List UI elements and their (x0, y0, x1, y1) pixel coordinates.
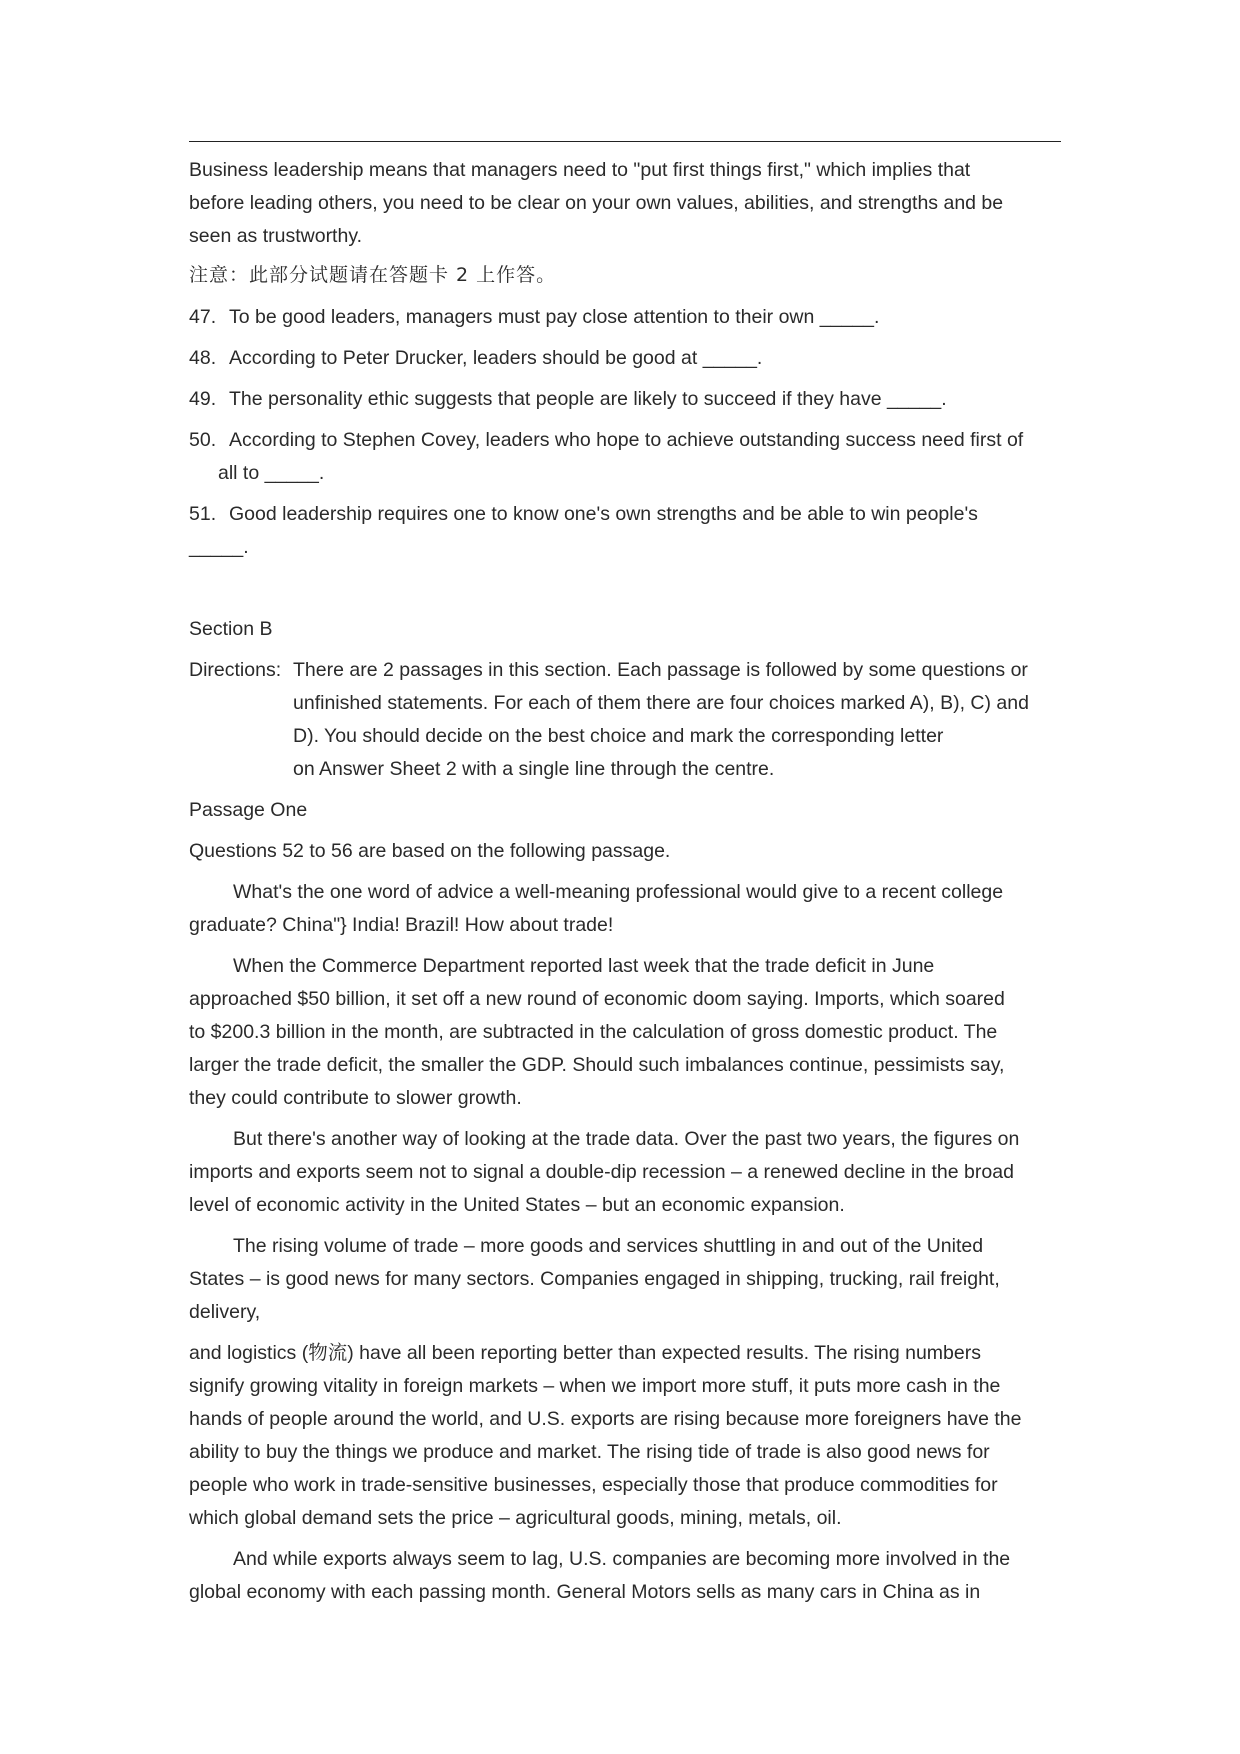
passage-line: approached $50 billion, it set off a new round of economic doom saying. Imports, which soared (189, 988, 1005, 1010)
passage-line: The rising volume of trade – more goods and services shuttling in and out of the United (233, 1235, 984, 1257)
passage-line: ability to buy the things we produce and market. The rising tide of trade is also good news for (189, 1441, 990, 1463)
question-number: 51. (189, 503, 217, 525)
question-number: 49. (189, 388, 217, 410)
passage-line: delivery, (189, 1301, 261, 1323)
question-text: According to Stephen Covey, leaders who hope to achieve outstanding success need first of (229, 429, 1024, 451)
passage-line: larger the trade deficit, the smaller the GDP. Should such imbalances continue, pessimists say, (189, 1054, 1005, 1076)
passage-line: When the Commerce Department reported last week that the trade deficit in June (233, 955, 935, 977)
question-text: The personality ethic suggests that people are likely to succeed if they have _____. (229, 388, 947, 410)
passage-line: graduate? China"} India! Brazil! How about trade! (189, 914, 614, 936)
question-text: Good leadership requires one to know one's own strengths and be able to win people's (229, 503, 978, 525)
intro-line: Business leadership means that managers need to "put first things first," which implies that (189, 159, 971, 181)
question-number: 47. (189, 306, 217, 328)
passage-line: signify growing vitality in foreign markets – when we import more stuff, it puts more cash in the (189, 1375, 1001, 1397)
passage-line: level of economic activity in the United States – but an economic expansion. (189, 1194, 845, 1216)
question-item (189, 342, 1069, 375)
directions-line: D). You should decide on the best choice and mark the corresponding letter (293, 725, 944, 747)
question-number: 50. (189, 429, 217, 451)
passage-line: and logistics (物流) have all been reporting better than expected results. The rising numbers (189, 1342, 981, 1364)
question-item (189, 383, 1069, 416)
passage-line: which global demand sets the price – agricultural goods, mining, metals, oil. (189, 1507, 842, 1529)
question-continuation: all to _____. (218, 462, 325, 484)
header-rule (189, 141, 1061, 142)
passage-intro: Questions 52 to 56 are based on the following passage. (189, 840, 671, 862)
directions-line: There are 2 passages in this section. Each passage is followed by some questions or (293, 659, 1028, 681)
directions-line: unfinished statements. For each of them there are four choices marked A), B), C) and (293, 692, 1029, 714)
passage-line: And while exports always seem to lag, U.S. companies are becoming more involved in the (233, 1548, 1011, 1570)
passage-line: people who work in trade-sensitive businesses, especially those that produce commodities for (189, 1474, 998, 1496)
passage-line: States – is good news for many sectors. Companies engaged in shipping, trucking, rail freight, (189, 1268, 1000, 1290)
passage-title: Passage One (189, 799, 308, 821)
question-text: To be good leaders, managers must pay close attention to their own _____. (229, 306, 880, 328)
passage-line: What's the one word of advice a well-meaning professional would give to a recent college (233, 881, 1004, 903)
question-number: 48. (189, 347, 217, 369)
passage-line: hands of people around the world, and U.S. exports are rising because more foreigners have the (189, 1408, 1022, 1430)
question-continuation: _____. (189, 536, 249, 558)
passage-line: to $200.3 billion in the month, are subtracted in the calculation of gross domestic product. The (189, 1021, 998, 1043)
passage-line: they could contribute to slower growth. (189, 1087, 522, 1109)
intro-line: before leading others, you need to be clear on your own values, abilities, and strengths and be (189, 192, 1004, 214)
passage-line: imports and exports seem not to signal a double-dip recession – a renewed decline in the broad (189, 1161, 1014, 1183)
question-item (189, 424, 1069, 457)
note-text: 注意：此部分试题请在答题卡 2 上作答。 (189, 264, 557, 286)
question-item (189, 498, 1069, 531)
question-item (189, 301, 1069, 334)
directions-label: Directions: (189, 659, 282, 681)
directions-line: on Answer Sheet 2 with a single line through the centre. (293, 758, 775, 780)
question-text: According to Peter Drucker, leaders should be good at _____. (229, 347, 763, 369)
passage-line: global economy with each passing month. General Motors sells as many cars in China as in (189, 1581, 981, 1603)
intro-line: seen as trustworthy. (189, 225, 363, 247)
section-heading: Section B (189, 618, 273, 640)
passage-line: But there's another way of looking at the trade data. Over the past two years, the figures on (233, 1128, 1020, 1150)
